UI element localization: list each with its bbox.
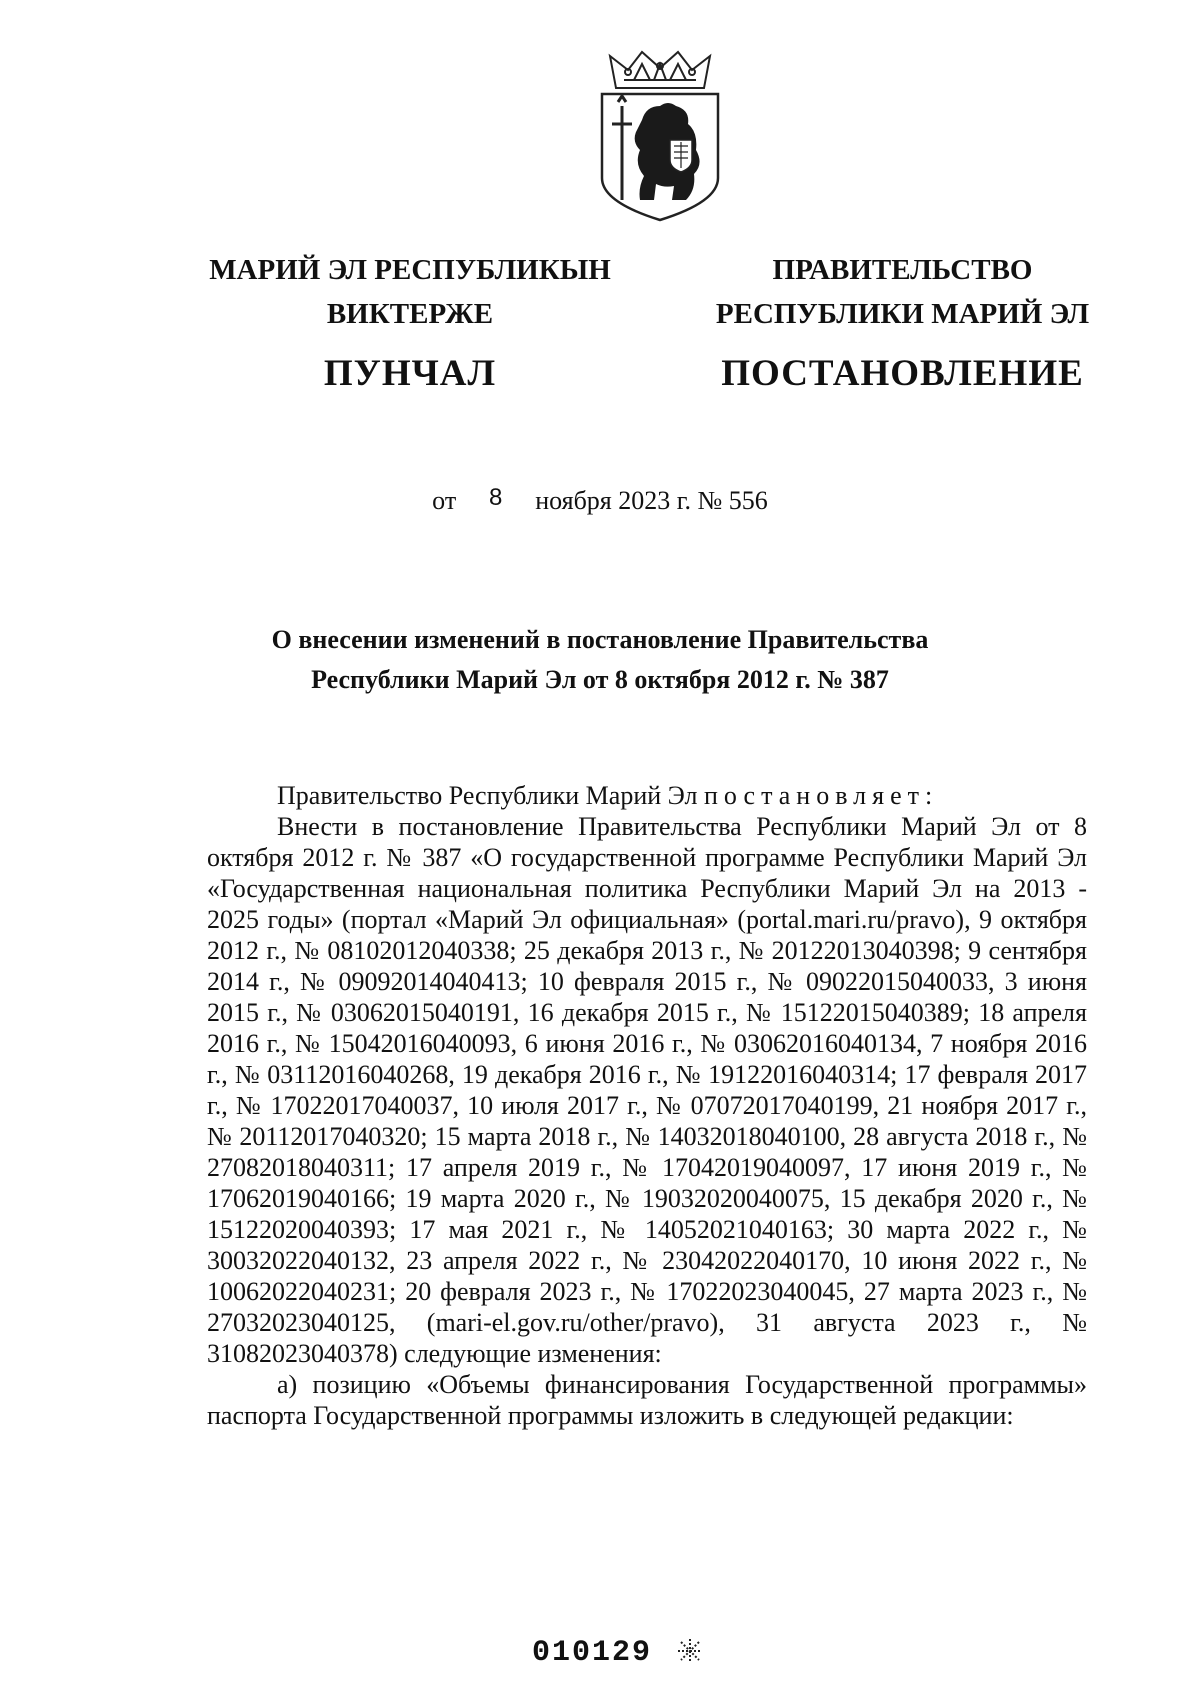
header-mari-doctype: ПУНЧАЛ	[323, 353, 497, 394]
header-russian-line1: ПРАВИТЕЛЬСТВО	[772, 254, 1033, 286]
header-mari-line1: МАРИЙ ЭЛ РЕСПУБЛИКЫН	[209, 254, 611, 286]
crown-icon	[610, 52, 710, 88]
header-mari	[190, 248, 630, 402]
intro-spaced: постановляет:	[703, 781, 939, 810]
header-russian-line2: РЕСПУБЛИКИ МАРИЙ ЭЛ	[715, 298, 1090, 330]
main-paragraph: Внести в постановление Правительства Республики Марий Эл от 8 октября 2012 г. № 387 «О государственной программе Республики Марий Эл «Государственная национальная политика Республики Марий Эл на 2013 - 2025 годы» (портал «Марий Эл официальная» (portal.mari.ru/pravo), 9 октября 2012 г., № 08102012040338; 25 декабря 2013 г., № 20122013040398; 9 сентября 2014 г., № 09092014040413; 10 февраля 2015 г., № 09022015040033, 3 июня 2015 г., № 03062015040191, 16 декабря 2015 г., № 15122015040389; 18 апреля 2016 г., № 15042016040093, 6 июня 2016 г., № 03062016040134, 7 ноября 2016 г., № 03112016040268, 19 декабря 2016 г., № 19122016040314; 17 февраля 2017 г., № 17022017040037, 10 июля 2017 г., № 07072017040199, 21 ноября 2017 г., № 20112017040320; 15 марта 2018 г., № 14032018040100, 28 августа 2018 г., № 27082018040311; 17 апреля 2019 г., № 17042019040097, 17 июня 2019 г., № 17062019040166; 19 марта 2020 г., № 19032020040075, 15 декабря 2020 г., № 15122020040393; 17 мая 2021 г., № 14052021040163; 30 марта 2022 г., № 30032022040132, 23 апреля 2022 г., № 23042022040170, 10 июня 2022 г., № 10062022040231; 20 февраля 2023 г., № 17022023040045, 27 марта 2023 г., № 27032023040125, (mari-el.gov.ru/other/pravo), 31 августа 2023 г., № 31082023040378) следующие изменения:	[207, 812, 1087, 1368]
item-a-paragraph: а) позицию «Объемы финансирования Государственной программы» паспорта Государственной программы изложить в следующей редакции:	[207, 1370, 1087, 1430]
coat-of-arms-emblem	[594, 50, 726, 222]
date-prefix: от	[432, 486, 457, 515]
title-line1: О внесении изменений в постановление Правительства	[271, 625, 929, 654]
document-body	[207, 780, 1087, 1431]
header-russian-doctype: ПОСТАНОВЛЕНИЕ	[721, 353, 1084, 394]
document-date	[0, 486, 1200, 516]
header-mari-line2: ВИКТЕРЖЕ	[326, 298, 494, 330]
date-rest: ноября 2023 г. № 556	[535, 486, 768, 515]
title-line2: Республики Марий Эл от 8 октября 2012 г. № 387	[311, 665, 889, 694]
document-title	[150, 620, 1050, 700]
header-russian	[690, 248, 1115, 402]
intro-start: Правительство Республики Марий Эл	[277, 781, 698, 810]
small-shield-icon	[670, 140, 692, 172]
date-day: 8	[489, 484, 503, 511]
stamp-number: 010129	[532, 1636, 653, 1670]
snowflake-icon	[675, 1636, 705, 1666]
intro-line	[207, 780, 1087, 811]
